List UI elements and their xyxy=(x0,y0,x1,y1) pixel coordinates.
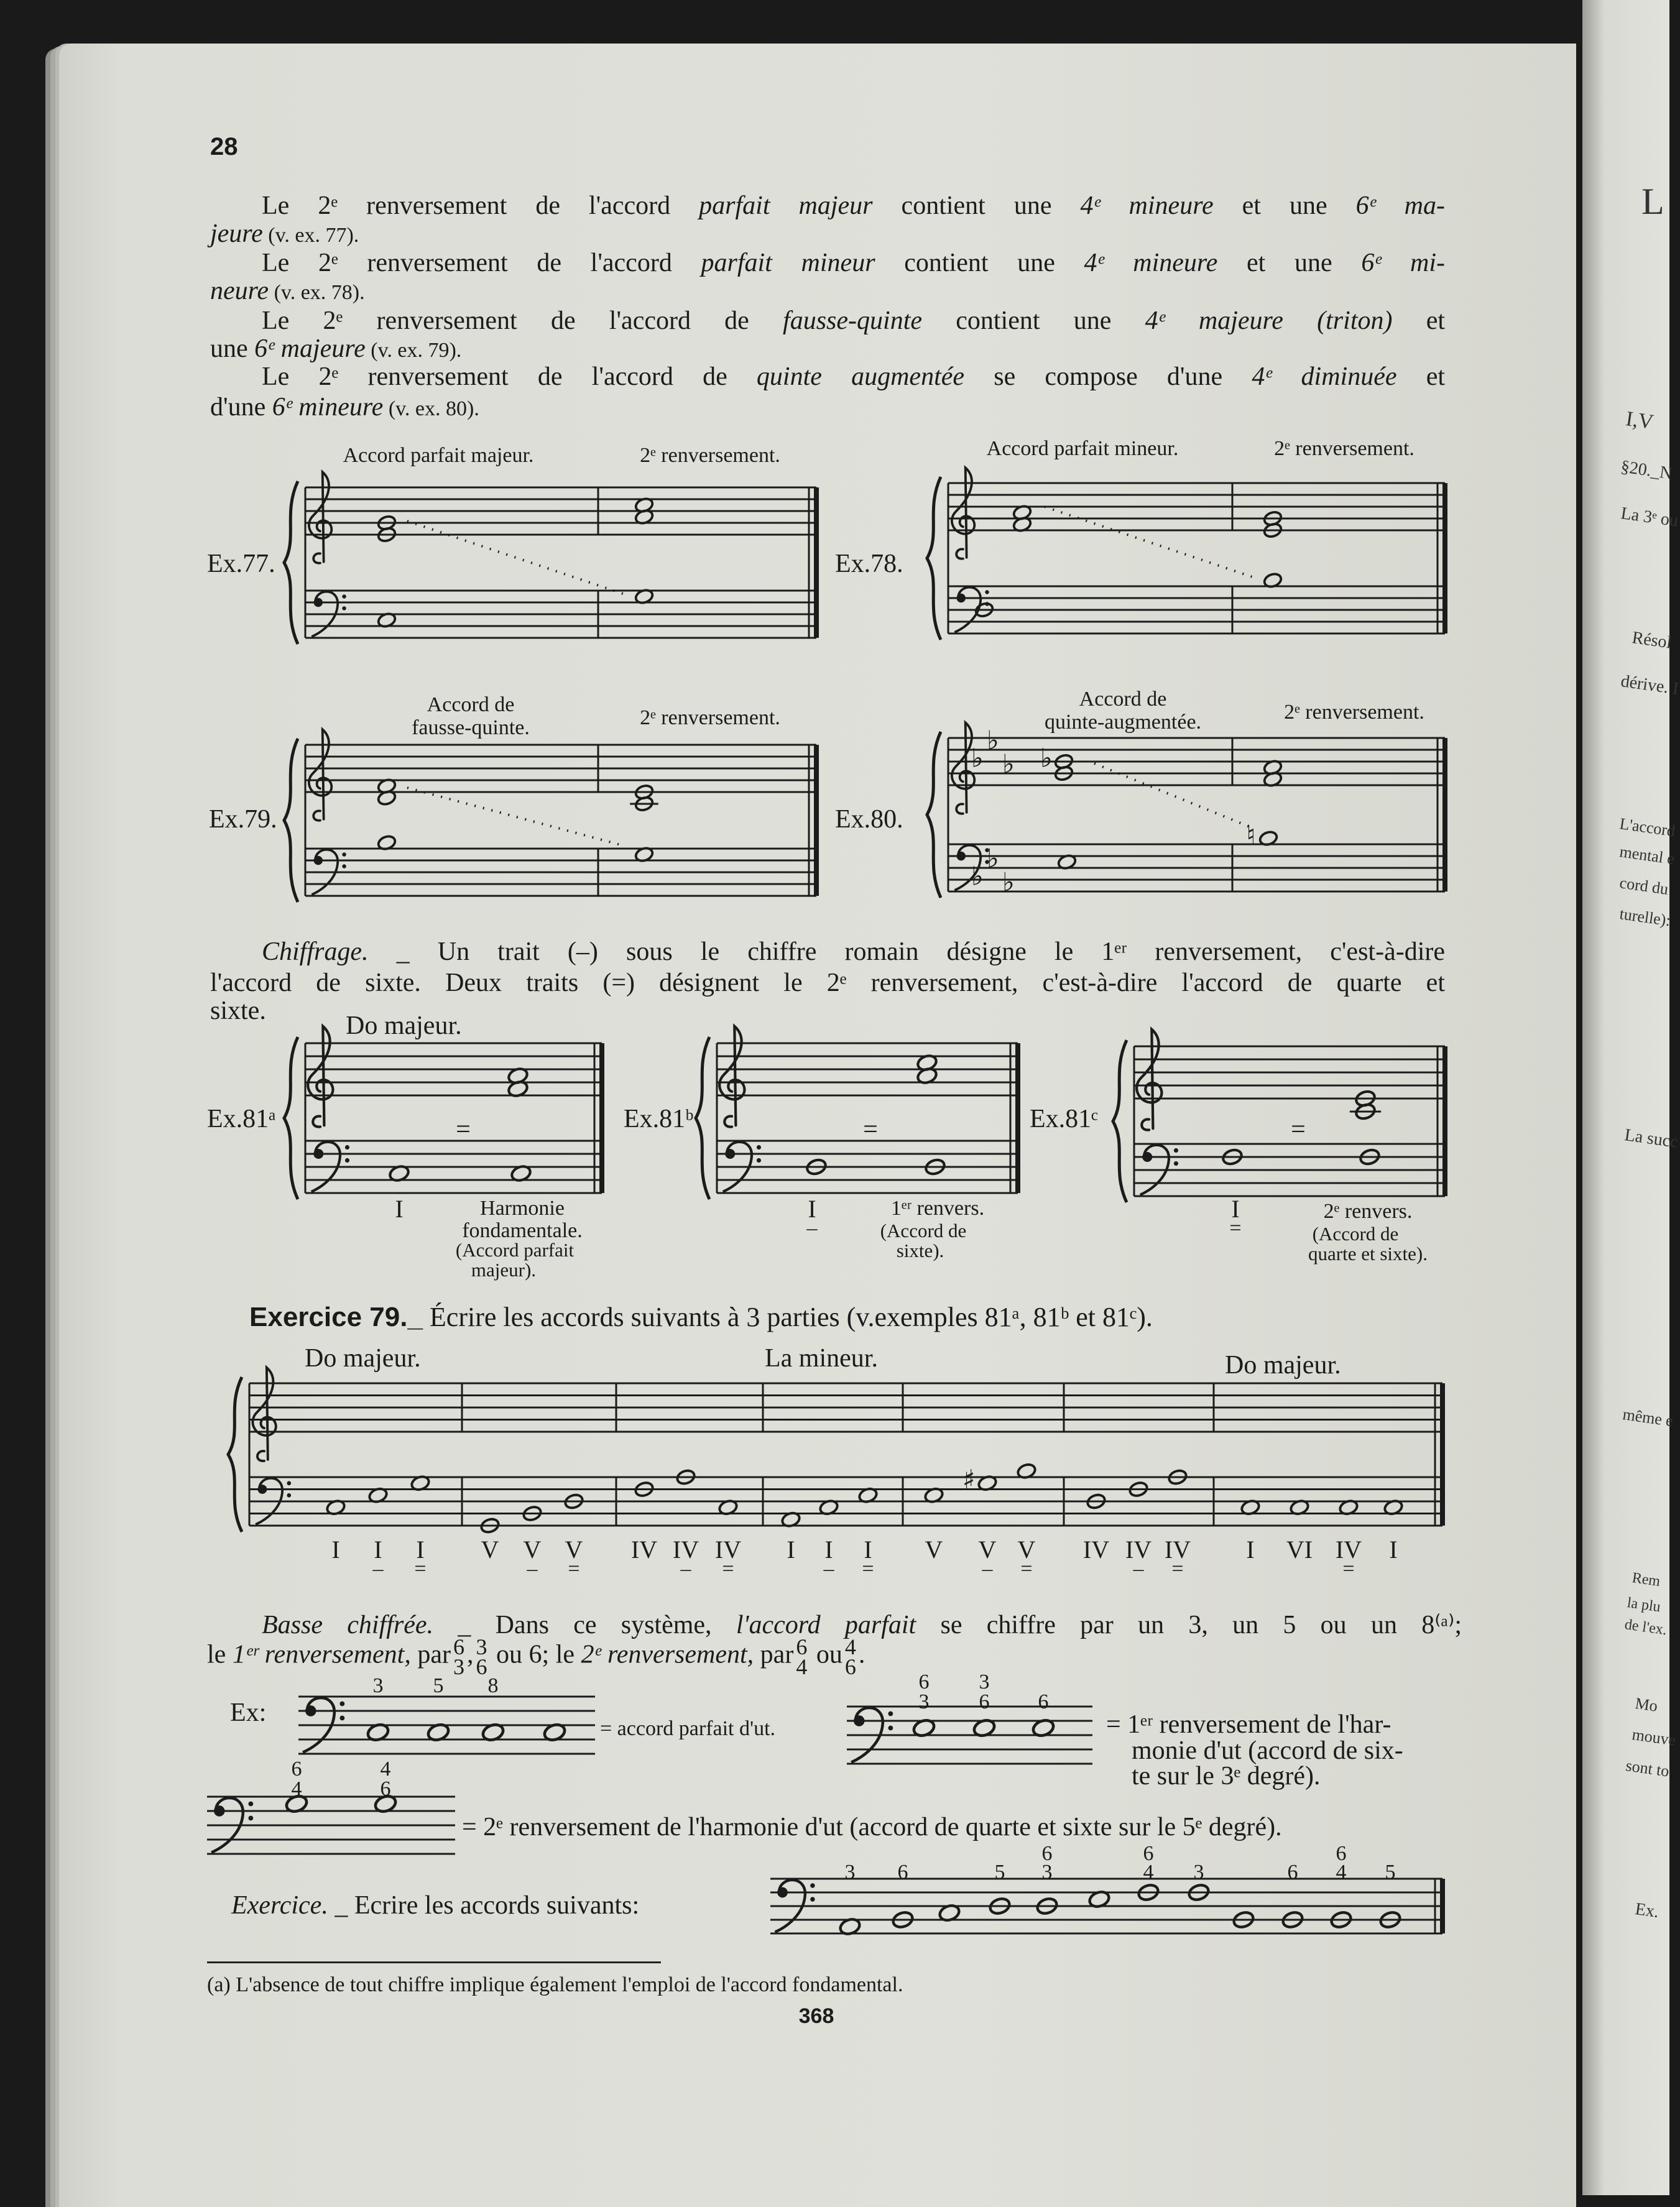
flat-icon: ♭ xyxy=(971,742,984,773)
treble-clef-icon xyxy=(719,1026,744,1127)
facing-page-text: L'accord xyxy=(1618,814,1677,841)
numeral-text: IV xyxy=(714,1536,742,1564)
figure-fraction xyxy=(796,1634,808,1679)
numeral-mark: = xyxy=(414,1557,427,1580)
treble-clef-icon xyxy=(1137,1030,1161,1130)
roman-numeral xyxy=(862,1536,874,1580)
numeral-text: I xyxy=(808,1195,816,1223)
flat-icon: ♭ xyxy=(987,725,999,756)
text: (v. ex. 78). xyxy=(269,281,365,304)
emphasis: Basse chiffrée. xyxy=(262,1611,434,1639)
roman-numeral xyxy=(395,1197,403,1222)
facing-page-text: sont to xyxy=(1625,1756,1671,1781)
chord-description: fondamentale. xyxy=(462,1219,583,1242)
facing-page-text: de l'ex. xyxy=(1623,1616,1668,1639)
roman-numeral xyxy=(565,1536,583,1580)
flat-icon: ♭ xyxy=(1002,749,1015,780)
bass-clef-dot xyxy=(287,1493,291,1498)
numeral-text: IV xyxy=(1082,1536,1110,1564)
numeral-mark: – xyxy=(982,1557,993,1580)
roman-numeral xyxy=(372,1536,384,1580)
emphasis: 6ᵉ mineure xyxy=(272,393,384,422)
roman-numeral xyxy=(1246,1537,1254,1562)
numeral-mark: = xyxy=(1171,1557,1184,1580)
bass-clef-dot xyxy=(810,1883,815,1887)
numeral-mark: – xyxy=(1133,1557,1144,1580)
example-heading: quinte-augmentée. xyxy=(1044,711,1202,734)
facing-page-text: L xyxy=(1641,181,1664,222)
brace xyxy=(696,1037,709,1199)
text: une xyxy=(210,334,255,363)
figure: 3 xyxy=(453,1654,464,1679)
dotted-voice-line xyxy=(407,788,623,845)
emphasis: 6ᵉ majeure xyxy=(254,334,366,363)
numeral-mark: = xyxy=(1342,1557,1355,1580)
roman-numeral xyxy=(1335,1536,1362,1580)
emphasis: l'accord parfait xyxy=(736,1611,916,1639)
roman-numeral xyxy=(1125,1536,1152,1580)
page-number: 28 xyxy=(210,133,238,160)
text: par xyxy=(410,1640,451,1669)
emphasis: Chiffrage. xyxy=(262,938,369,966)
text: Le 2ᵉ renversement de l'accord de xyxy=(262,362,757,391)
figured-bass-number: 6 xyxy=(1143,1842,1154,1865)
example-label: Ex.81ᵇ xyxy=(624,1105,694,1133)
facing-page-text: I,V xyxy=(1624,407,1655,435)
roman-numeral xyxy=(978,1536,997,1580)
natural-icon: ♮ xyxy=(1246,819,1256,850)
brace xyxy=(927,732,941,898)
text: le xyxy=(207,1640,233,1669)
bass-clef-dot xyxy=(985,590,989,594)
bass-clef-dot xyxy=(248,1802,253,1807)
figured-bass-number: 3 xyxy=(1193,1861,1204,1884)
numeral-text: I xyxy=(331,1536,340,1564)
roman-numeral xyxy=(925,1537,943,1562)
emphasis: 4ᵉ majeure (triton) xyxy=(1145,306,1393,335)
emphasis: 2ᵉ renversement, xyxy=(581,1640,754,1669)
text: , xyxy=(466,1640,474,1669)
text: (v. ex. 79). xyxy=(365,339,462,362)
bass-clef-dot xyxy=(757,1145,761,1150)
example-label: Ex: xyxy=(230,1698,267,1727)
inversion-sign: = xyxy=(456,1115,471,1144)
figured-bass-number: 6 xyxy=(897,1861,908,1884)
numeral-text: V xyxy=(523,1536,542,1564)
text: _ Un trait (–) sous le chiffre romain désigne le 1ᵉʳ renversement, c'est-à-dire xyxy=(368,938,1445,966)
roman-numeral xyxy=(1286,1537,1313,1562)
numeral-mark: = xyxy=(568,1557,580,1580)
bass-clef-dot xyxy=(339,1716,344,1721)
text: Le 2ᵉ renversement de l'accord de xyxy=(262,306,783,335)
numeral-text: IV xyxy=(1125,1536,1152,1564)
basse-chiffree-line xyxy=(262,1610,1462,1640)
figured-bass-number: 3 xyxy=(372,1674,384,1697)
example-heading: 2ᵉ renversement. xyxy=(640,706,780,729)
numeral-text: I xyxy=(1246,1536,1255,1564)
chord-description: quarte et sixte). xyxy=(1308,1243,1428,1265)
emphasis: parfait mineur xyxy=(701,249,875,277)
facing-page-text: mouve xyxy=(1631,1725,1678,1749)
text: ou xyxy=(810,1640,842,1669)
numeral-text: I xyxy=(824,1536,833,1564)
chord-description: (Accord de xyxy=(880,1220,967,1242)
chiffrage-line xyxy=(210,968,1445,998)
figured-bass-number: 4 xyxy=(1336,1861,1347,1884)
text: par xyxy=(754,1640,794,1669)
emphasis: quinte augmentée xyxy=(756,362,965,391)
bass-clef-icon xyxy=(314,856,323,865)
example-heading: 2ᵉ renversement. xyxy=(640,444,780,467)
chiffrage-line: sixte. xyxy=(210,997,266,1025)
figured-bass-explanation: te sur le 3ᵉ degré). xyxy=(1132,1762,1321,1790)
text: contient une xyxy=(872,191,1081,220)
numeral-text: IV xyxy=(672,1536,699,1564)
chord-description: (Accord de xyxy=(1312,1223,1399,1245)
roman-numeral xyxy=(1083,1537,1109,1562)
facing-page-text: Mo xyxy=(1634,1694,1659,1715)
roman-numeral xyxy=(1229,1195,1242,1240)
figured-bass-number: 4 xyxy=(1143,1861,1154,1884)
exercise-instruction: Écrire les accords suivants à 3 parties (v.exemples 81ᵃ, 81ᵇ et 81ᶜ). xyxy=(422,1302,1153,1332)
intro-line xyxy=(210,334,461,364)
bass-clef-icon xyxy=(313,1149,323,1159)
figured-bass-number: 8 xyxy=(487,1674,499,1697)
intro-line xyxy=(262,306,1445,336)
brace xyxy=(1113,1040,1127,1202)
bass-clef-dot xyxy=(757,1158,761,1163)
inversion-sign: = xyxy=(1291,1115,1306,1144)
text: contient une xyxy=(875,249,1084,277)
inversion-sign: = xyxy=(863,1115,878,1144)
roman-numeral xyxy=(1017,1536,1036,1580)
numeral-text: I xyxy=(864,1536,872,1564)
flat-icon: ♭ xyxy=(971,860,984,892)
bass-clef-icon xyxy=(314,598,323,607)
figured-bass-number: 5 xyxy=(1385,1861,1396,1884)
treble-clef-icon xyxy=(308,1026,333,1127)
emphasis: Exercice. xyxy=(231,1891,328,1920)
dotted-voice-line xyxy=(407,521,623,594)
figured-bass-number: 4 xyxy=(291,1777,302,1800)
emphasis: 6ᵉ mi- xyxy=(1361,249,1446,277)
example-label: Ex.81ᶜ xyxy=(1030,1105,1098,1133)
example-label: Ex.78. xyxy=(835,550,903,578)
facing-page-text: Ex. xyxy=(1633,1899,1660,1922)
emphasis: parfait majeur xyxy=(699,191,873,220)
facing-page-text: La 3ᵉ ou xyxy=(1619,504,1680,531)
facing-page-text: mental e xyxy=(1618,842,1676,869)
bass-clef-dot xyxy=(287,1481,291,1485)
bass-clef-dot xyxy=(810,1897,815,1901)
numeral-text: IV xyxy=(630,1536,658,1564)
exercise-79-heading xyxy=(249,1302,1153,1332)
text: Le 2ᵉ renversement de l'accord xyxy=(262,191,699,220)
numeral-text: I xyxy=(374,1536,382,1564)
example-heading: fausse-quinte. xyxy=(412,716,530,739)
numeral-mark: – xyxy=(372,1557,384,1580)
emphasis: 1ᵉʳ renversement, xyxy=(232,1640,411,1669)
treble-clef-icon xyxy=(309,472,331,563)
numeral-mark: – xyxy=(806,1217,818,1240)
text: et une xyxy=(1213,191,1356,220)
brace xyxy=(284,1037,298,1199)
figured-bass-number: 6 xyxy=(380,1777,391,1800)
figured-bass-number: 6 xyxy=(1041,1842,1053,1865)
example-heading: Accord de xyxy=(427,693,515,716)
figure: 6 xyxy=(796,1634,808,1659)
bass-clef-dot xyxy=(1174,1148,1178,1153)
roman-numeral xyxy=(523,1536,542,1580)
numeral-mark: = xyxy=(862,1557,874,1580)
text: d'une xyxy=(210,393,272,422)
emphasis: 4ᵉ diminuée xyxy=(1252,362,1397,391)
text: (v. ex. 77). xyxy=(262,224,359,247)
figure-fraction xyxy=(453,1634,464,1679)
text: et xyxy=(1392,306,1446,335)
roman-numeral xyxy=(806,1195,818,1240)
bass-clef-icon xyxy=(257,1485,267,1494)
figured-bass-number: 6 xyxy=(979,1690,990,1713)
emphasis: 4ᵉ mineure xyxy=(1080,191,1214,220)
figured-bass-number: 6 xyxy=(918,1670,930,1693)
facing-page-text: Résol xyxy=(1630,628,1673,653)
roman-numeral xyxy=(481,1537,499,1562)
bass-clef-dot xyxy=(342,594,346,598)
numeral-text: VI xyxy=(1286,1536,1313,1564)
roman-numeral xyxy=(672,1536,699,1580)
intro-line xyxy=(262,248,1445,278)
numeral-text: V xyxy=(925,1536,943,1564)
bass-clef-icon xyxy=(854,1715,864,1726)
treble-clef-icon xyxy=(952,468,974,558)
facing-page-text: Rem xyxy=(1631,1570,1661,1590)
figured-bass-number: 3 xyxy=(1041,1861,1053,1884)
key-label: Do majeur. xyxy=(305,1344,421,1373)
text: contient une xyxy=(922,306,1145,335)
facing-page-text: cord du xyxy=(1618,873,1670,898)
numeral-text: I xyxy=(1389,1536,1398,1564)
chord-description: (Accord parfait xyxy=(455,1239,575,1261)
key-label: Do majeur. xyxy=(346,1011,462,1040)
numeral-mark: = xyxy=(722,1557,734,1580)
text: se chiffre par un 3, un 5 ou un 8⁽ᵃ⁾; xyxy=(916,1611,1462,1639)
figured-bass-number: 4 xyxy=(380,1758,391,1781)
exercise-title: Exercice 79._ xyxy=(249,1302,423,1332)
figure: 3 xyxy=(476,1634,487,1659)
intro-line xyxy=(262,362,1445,392)
figured-bass-explanation: = accord parfait d'ut. xyxy=(600,1717,776,1740)
example-label: Ex.79. xyxy=(209,805,277,834)
figured-bass-number: 6 xyxy=(291,1758,302,1781)
brace xyxy=(284,481,298,644)
chord-description: 1ᵉʳ renvers. xyxy=(890,1197,985,1220)
roman-numeral xyxy=(331,1537,339,1562)
figured-bass-explanation: monie d'ut (accord de six- xyxy=(1132,1736,1403,1765)
brace xyxy=(284,739,298,902)
numeral-text: I xyxy=(395,1195,404,1223)
brace xyxy=(228,1377,242,1532)
dotted-voice-line xyxy=(1045,507,1256,578)
facing-page-text: la plu xyxy=(1626,1595,1662,1616)
figured-bass-number: 5 xyxy=(433,1674,444,1697)
intro-line xyxy=(210,219,359,249)
roman-numeral xyxy=(714,1536,742,1580)
bass-clef-dot xyxy=(342,864,346,868)
numeral-mark: = xyxy=(1229,1217,1242,1240)
intro-line xyxy=(262,191,1445,221)
figure-fraction xyxy=(476,1634,487,1679)
figured-bass-number: 3 xyxy=(844,1861,856,1884)
text: . xyxy=(858,1640,865,1669)
emphasis: neure xyxy=(210,277,269,305)
bass-clef-icon xyxy=(214,1805,224,1816)
example-label: Ex.77. xyxy=(207,550,275,578)
roman-numeral xyxy=(631,1537,657,1562)
bass-clef-icon xyxy=(725,1149,735,1159)
numeral-text: V xyxy=(481,1536,499,1564)
brace xyxy=(927,477,941,640)
key-label: La mineur. xyxy=(765,1344,878,1373)
example-label: Ex.80. xyxy=(835,805,903,834)
figure: 4 xyxy=(796,1654,808,1679)
numeral-text: IV xyxy=(1335,1536,1362,1564)
emphasis: 4ᵉ mineure xyxy=(1084,249,1218,277)
footnote: (a) L'absence de tout chiffre implique également l'emploi de l'accord fondamental. xyxy=(207,1973,903,1996)
treble-clef-icon xyxy=(252,1368,275,1461)
numeral-text: V xyxy=(565,1536,583,1564)
bass-clef-dot xyxy=(888,1712,893,1716)
text: et une xyxy=(1217,249,1362,277)
example-heading: Accord parfait majeur. xyxy=(343,444,534,467)
facing-page-text: même e xyxy=(1622,1405,1674,1431)
bass-clef-dot xyxy=(339,1702,344,1707)
example-heading: Accord de xyxy=(1079,688,1167,711)
numeral-text: V xyxy=(1017,1536,1036,1564)
bass-clef-icon xyxy=(777,1887,788,1898)
key-label: Do majeur. xyxy=(1225,1351,1341,1380)
bass-clef-icon xyxy=(957,594,966,602)
flat-icon: ♭ xyxy=(1002,867,1015,898)
intro-line xyxy=(210,392,479,422)
bass-clef-icon xyxy=(1142,1152,1152,1162)
bass-clef-icon xyxy=(305,1705,316,1716)
sharp-icon: ♯ xyxy=(962,1464,976,1496)
roman-numeral xyxy=(414,1536,427,1580)
text: _ Ecrire les accords suivants: xyxy=(328,1891,640,1920)
example-heading: 2ᵉ renversement. xyxy=(1284,701,1424,724)
chord-description: 2ᵉ renvers. xyxy=(1323,1200,1413,1223)
figured-bass-number: 6 xyxy=(1287,1861,1298,1884)
numeral-text: I xyxy=(787,1536,795,1564)
intro-line xyxy=(210,276,365,306)
roman-numeral xyxy=(787,1537,795,1562)
figured-bass-explanation: = 2ᵉ renversement de l'harmonie d'ut (accord de quarte et sixte sur le 5ᵉ degré). xyxy=(462,1813,1282,1841)
numeral-text: V xyxy=(978,1536,997,1564)
roman-numeral xyxy=(823,1536,834,1580)
figure: 4 xyxy=(844,1634,856,1659)
numeral-mark: – xyxy=(823,1557,834,1580)
figured-bass-number: 6 xyxy=(1336,1842,1347,1865)
facing-page-text: dérive. I xyxy=(1619,671,1680,699)
facing-page-text: turelle): xyxy=(1618,905,1672,930)
emphasis: jeure xyxy=(210,219,263,248)
facing-page-text: §20._N xyxy=(1619,457,1674,484)
figured-bass-number: 3 xyxy=(979,1670,990,1693)
figure: 6 xyxy=(844,1654,856,1679)
figure: 6 xyxy=(453,1634,464,1659)
numeral-mark: – xyxy=(680,1557,691,1580)
example-label: Ex.81ᵃ xyxy=(207,1105,276,1133)
footnote-rule xyxy=(207,1961,661,1963)
bass-clef-dot xyxy=(345,1158,349,1163)
text: l'accord de sixte. Deux traits (=) désignent le 2ᵉ renversement, c'est-à-dire l'accord de quarte et xyxy=(210,969,1445,997)
numeral-mark: – xyxy=(527,1557,538,1580)
facing-page-text: La succ xyxy=(1623,1125,1679,1152)
exercise-line xyxy=(231,1891,639,1920)
emphasis: 6ᵉ ma- xyxy=(1355,191,1446,220)
emphasis: fausse-quinte xyxy=(783,306,923,335)
chord-description: majeur). xyxy=(471,1259,537,1281)
bass-clef-dot xyxy=(342,852,346,856)
bass-clef-dot xyxy=(888,1726,893,1731)
bass-clef-dot xyxy=(248,1816,253,1821)
bass-clef-dot xyxy=(1174,1161,1178,1166)
numeral-text: I xyxy=(416,1536,425,1564)
text: Le 2ᵉ renversement de l'accord xyxy=(262,249,701,277)
bass-clef-dot xyxy=(345,1145,349,1150)
example-heading: 2ᵉ renversement. xyxy=(1274,437,1415,460)
roman-numeral xyxy=(1164,1536,1191,1580)
text: se compose d'une xyxy=(964,362,1252,391)
example-heading: Accord parfait mineur. xyxy=(986,437,1179,460)
text: (v. ex. 80). xyxy=(383,397,479,420)
bass-clef-dot xyxy=(342,606,346,610)
figured-bass-number: 6 xyxy=(1038,1690,1049,1713)
folio-number: 368 xyxy=(798,2004,834,2028)
numeral-text: IV xyxy=(1164,1536,1191,1564)
figured-bass-explanation: = 1ᵉʳ renversement de l'har- xyxy=(1106,1710,1392,1739)
figure-fraction xyxy=(844,1634,856,1679)
numeral-text: I xyxy=(1231,1195,1240,1223)
figured-bass-number: 3 xyxy=(918,1690,930,1713)
text: _ Dans ce système, xyxy=(433,1611,736,1639)
figured-bass-number: 5 xyxy=(994,1861,1005,1884)
bass-clef-icon xyxy=(957,852,966,860)
chord-description: sixte). xyxy=(896,1240,944,1261)
roman-numeral xyxy=(1389,1537,1397,1562)
flat-icon: ♭ xyxy=(987,843,999,874)
text: ou 6; le xyxy=(489,1640,581,1669)
figure: 6 xyxy=(476,1654,487,1679)
chiffrage-line xyxy=(262,937,1445,967)
chord-description: Harmonie xyxy=(480,1197,565,1220)
numeral-mark: = xyxy=(1020,1557,1033,1580)
flat-icon: ♭ xyxy=(1040,742,1053,773)
text: et xyxy=(1396,362,1446,391)
treble-clef-icon xyxy=(309,729,331,820)
basse-chiffree-line xyxy=(207,1634,865,1679)
